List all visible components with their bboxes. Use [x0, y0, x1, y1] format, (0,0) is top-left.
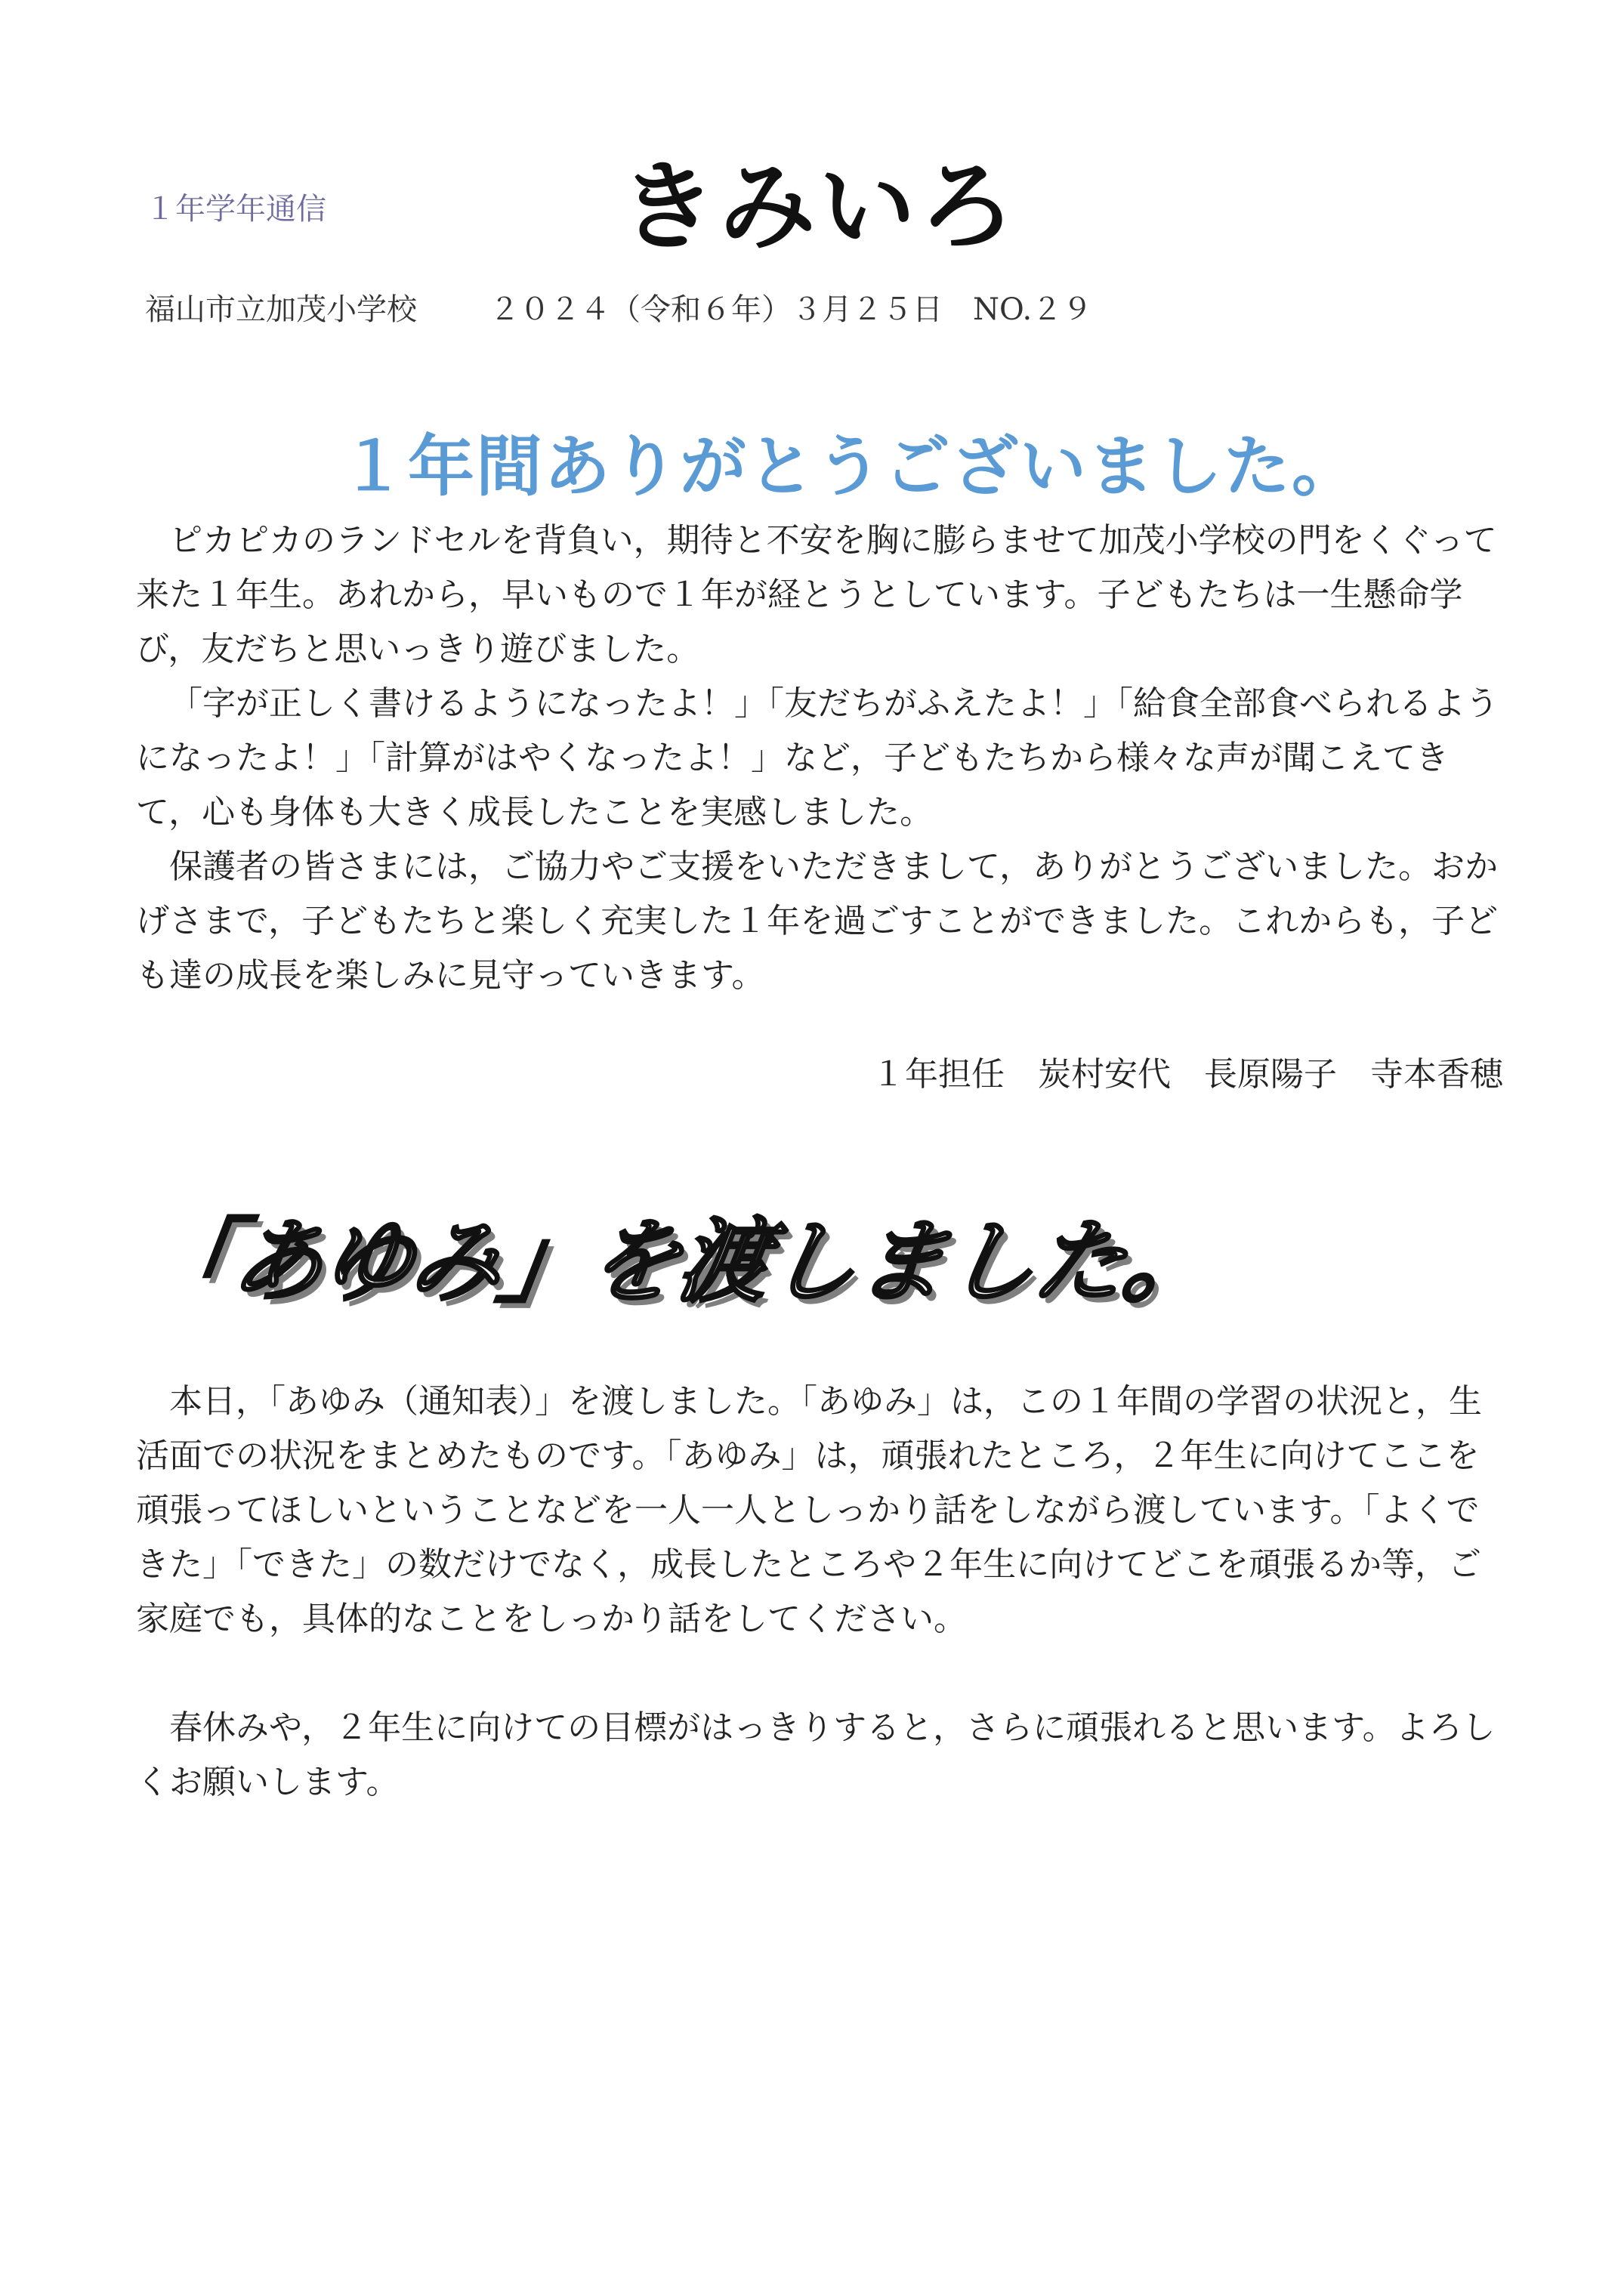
series-label: １年学年通信	[145, 192, 326, 227]
issue-date: ２０２４（令和６年）３月２５日	[489, 292, 943, 327]
newsletter-title: きみいろ	[619, 151, 1019, 264]
issue-info-line	[145, 285, 1092, 329]
issue-number: NO.２９	[973, 292, 1093, 327]
ayumi-heading: 「あゆみ」を渡しました。	[136, 1210, 1221, 1315]
ayumi-paragraph-2: 春休みや，２年生に向けての目標がはっきりすると，さらに頑張れると思います。よろしくお願いします。	[136, 1708, 1496, 1801]
school-name: 福山市立加茂小学校	[145, 292, 417, 327]
thanks-paragraph-1: ピカピカのランドセルを背負い，期待と不安を胸に膨らませて加茂小学校の門をくぐって来た１年生。あれから，早いもので１年が経とうとしています。子どもたちは一生懸命学び，友だちと思いっきり遊びました。	[136, 521, 1497, 668]
ayumi-paragraph-1: 本日，「あゆみ（通知表）」を渡しました。「あゆみ」は，この１年間の学習の状況と，生活面での状況をまとめたものです。「あゆみ」は，頑張れたところ，２年生に向けてここを頑張ってほしいということなどを一人一人としっかり話をしながら渡しています。「よくできた」「できた」の数だけでなく，成長したところや２年生に向けてどこを頑張るか等，ご家庭でも，具体的なことをしっかり話をしてください。	[136, 1382, 1482, 1638]
ayumi-body	[136, 1375, 1503, 1810]
thanks-paragraph-2: 「字が正しく書けるようになったよ！」「友だちがふえたよ！」「給食全部食べられるようになったよ！」「計算がはやくなったよ！」など，子どもたちから様々な声が聞こえてきて，心も身体も大きく成長したことを実感しました。	[136, 684, 1499, 832]
teacher-signature: １年担任 炭村安代 長原陽子 寺本香穂	[872, 1055, 1503, 1094]
thanks-heading: １年間ありがとうございました。	[339, 427, 1360, 505]
thanks-body	[136, 514, 1503, 1003]
paragraph-spacer	[136, 1646, 1503, 1701]
thanks-paragraph-3: 保護者の皆さまには，ご協力やご支援をいただきまして，ありがとうございました。おかげさまで，子どもたちと楽しく充実した１年を過ごすことができました。これからも，子ども達の成長を楽しみに見守っていきます。	[136, 847, 1499, 995]
